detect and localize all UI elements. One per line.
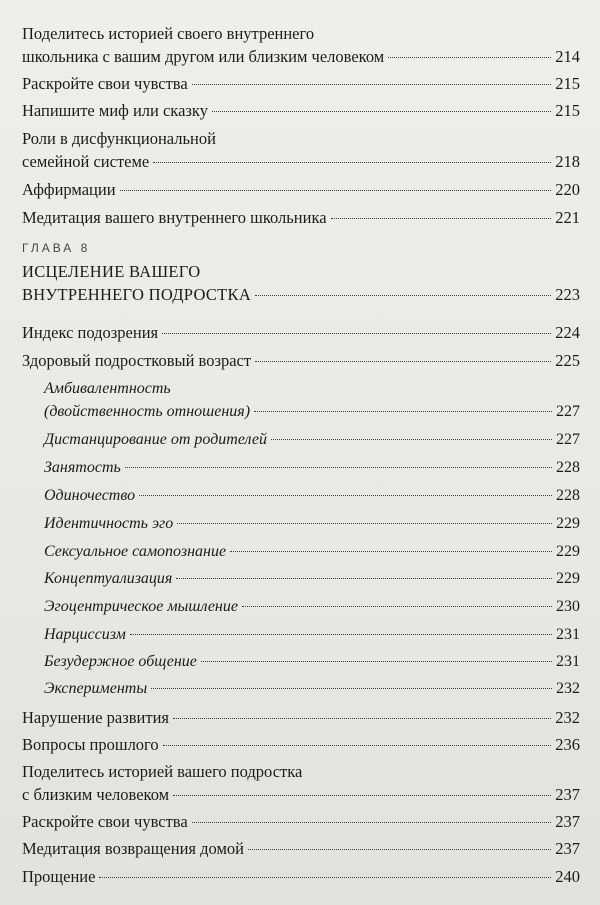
leader-dots xyxy=(125,467,552,468)
toc-entry-text: Одиночество xyxy=(44,487,136,504)
toc-entry-text: Прощение xyxy=(22,867,96,886)
leader-dots xyxy=(173,795,551,796)
toc-entry xyxy=(22,22,580,68)
chapter-title: ИСЦЕЛЕНИЕ ВАШЕГО xyxy=(22,262,201,281)
chapter-title: ВНУТРЕННЕГО ПОДРОСТКА xyxy=(22,285,252,304)
toc-entry-text: семейной системе xyxy=(22,152,150,171)
toc-page-number: 240 xyxy=(555,867,580,886)
toc-entry-text: Медитация вашего внутреннего школьника xyxy=(22,208,327,227)
toc-entry xyxy=(22,810,580,833)
leader-dots xyxy=(139,495,552,496)
leader-dots xyxy=(331,218,552,219)
toc-entry xyxy=(22,206,580,229)
toc-page-number: 232 xyxy=(555,708,580,727)
leader-dots xyxy=(130,634,552,635)
toc-page-number: 221 xyxy=(555,208,580,227)
toc-entry xyxy=(22,178,580,201)
toc-page-number: 237 xyxy=(555,812,580,831)
toc-entry-text: Роли в дисфункциональной xyxy=(22,129,216,148)
toc-entry xyxy=(22,349,580,372)
toc-page-number: 228 xyxy=(556,459,580,476)
leader-dots xyxy=(255,361,551,362)
toc-entry-text: Эксперименты xyxy=(44,680,148,697)
toc-entry-text: Поделитесь историей вашего подростка xyxy=(22,762,303,781)
toc-subentry xyxy=(44,623,580,646)
toc-entry-text: Вопросы прошлого xyxy=(22,735,159,754)
toc-subentry xyxy=(44,650,580,673)
toc-page-number: 225 xyxy=(555,351,580,370)
toc-entry-text: школьника с вашим другом или близким человеком xyxy=(22,47,385,66)
toc-page-number: 229 xyxy=(556,515,580,532)
toc-subentry xyxy=(44,428,580,451)
toc-page-number: 214 xyxy=(555,47,580,66)
toc-page-number: 223 xyxy=(555,285,580,304)
toc-entry-text: Медитация возвращения домой xyxy=(22,839,244,858)
toc-entry-text: Нарциссизм xyxy=(44,626,126,643)
leader-dots xyxy=(212,111,551,112)
leader-dots xyxy=(173,718,551,719)
toc-entry-text: Безудержное общение xyxy=(44,653,197,670)
toc-page-number: 229 xyxy=(556,543,580,560)
toc-entry-text: Эгоцентрическое мышление xyxy=(44,598,238,615)
toc-page-number: 228 xyxy=(556,487,580,504)
leader-dots xyxy=(99,877,551,878)
toc-entry-text: Дистанцирование от родителей xyxy=(44,431,268,448)
toc-page-number: 237 xyxy=(555,839,580,858)
toc-entry-text: Занятость xyxy=(44,459,121,476)
toc-entry xyxy=(22,865,580,888)
toc-page-number: 215 xyxy=(555,74,580,93)
leader-dots xyxy=(177,523,552,524)
leader-dots xyxy=(254,411,552,412)
toc-entry xyxy=(22,706,580,729)
toc-subentry xyxy=(44,377,580,423)
leader-dots xyxy=(230,551,552,552)
toc-entry-text: Аффирмации xyxy=(22,180,116,199)
toc-subentry xyxy=(44,677,580,700)
leader-dots xyxy=(120,190,552,191)
toc-entry-text: Здоровый подростковый возраст xyxy=(22,351,252,370)
toc-entry-text: Сексуальное самопознание xyxy=(44,543,227,560)
leader-dots xyxy=(176,578,552,579)
toc-entry xyxy=(22,760,580,806)
leader-dots xyxy=(151,688,552,689)
toc-page-number: 231 xyxy=(556,653,580,670)
toc-subentry xyxy=(44,567,580,590)
toc-page-number: 229 xyxy=(556,570,580,587)
leader-dots xyxy=(271,439,552,440)
leader-dots xyxy=(192,84,552,85)
toc-page-number: 227 xyxy=(556,431,580,448)
toc-subentry xyxy=(44,456,580,479)
toc-entry-text: Раскройте свои чувства xyxy=(22,74,188,93)
toc-entry-text: Нарушение развития xyxy=(22,708,170,727)
toc-page-number: 231 xyxy=(556,626,580,643)
toc-page-number: 220 xyxy=(555,180,580,199)
leader-dots xyxy=(255,295,551,296)
leader-dots xyxy=(192,822,552,823)
toc-entry-text: Напишите миф или сказку xyxy=(22,101,208,120)
leader-dots xyxy=(153,162,551,163)
toc-entry xyxy=(22,72,580,95)
leader-dots xyxy=(388,57,551,58)
toc-page-number: 232 xyxy=(556,680,580,697)
toc-page-number: 236 xyxy=(555,735,580,754)
toc-entry xyxy=(22,733,580,756)
toc-page-number: 224 xyxy=(555,323,580,342)
toc-entry xyxy=(22,837,580,860)
chapter-heading xyxy=(22,260,580,306)
leader-dots xyxy=(248,849,551,850)
toc-entry-text: (двойственность отношения) xyxy=(44,403,251,420)
leader-dots xyxy=(201,661,552,662)
toc-page-number: 218 xyxy=(555,152,580,171)
chapter-label: ГЛАВА 8 xyxy=(22,241,91,255)
toc-subentry xyxy=(44,512,580,535)
toc-page-number: 227 xyxy=(556,403,580,420)
toc-entry-text: с близким человеком xyxy=(22,785,170,804)
toc-subentry xyxy=(44,484,580,507)
toc-entry xyxy=(22,99,580,122)
toc-entry-text: Индекс подозрения xyxy=(22,323,159,342)
toc-page-number: 237 xyxy=(555,785,580,804)
toc-entry xyxy=(22,321,580,344)
leader-dots xyxy=(242,606,552,607)
toc-entry-text: Концептуализация xyxy=(44,570,173,587)
leader-dots xyxy=(163,745,552,746)
toc-subentry xyxy=(44,595,580,618)
toc-entry-text: Амбивалентность xyxy=(44,380,171,397)
toc-page-number: 230 xyxy=(556,598,580,615)
toc-page-number: 215 xyxy=(555,101,580,120)
toc-entry-text: Поделитесь историей своего внутреннего xyxy=(22,24,315,43)
toc-subentry xyxy=(44,540,580,563)
toc-entry xyxy=(22,127,580,173)
toc-entry-text: Идентичность эго xyxy=(44,515,174,532)
leader-dots xyxy=(162,333,551,334)
toc-entry-text: Раскройте свои чувства xyxy=(22,812,188,831)
